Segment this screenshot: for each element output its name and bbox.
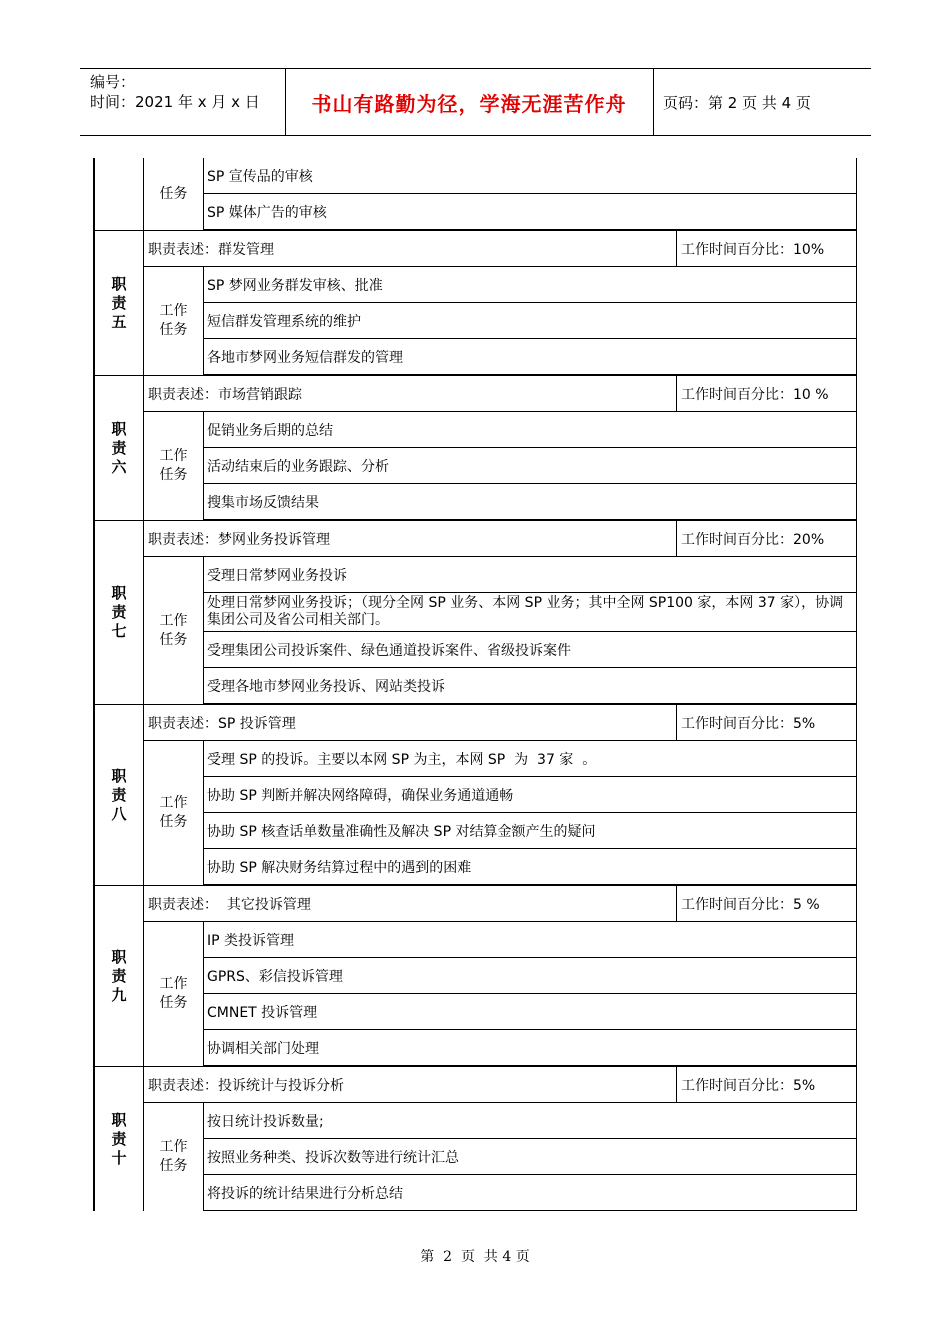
header-divider (653, 68, 654, 136)
duty-description-row (144, 705, 857, 741)
duty-title (95, 886, 143, 1066)
duty-block (95, 231, 857, 376)
duty-description: 职责表述：市场营销跟踪 (148, 386, 302, 403)
duty-block (95, 376, 857, 521)
time-percentage: 工作时间百分比：5% (676, 705, 857, 740)
time-percentage: 工作时间百分比：5 % (676, 886, 857, 921)
task-label-text: 工作任务 (159, 612, 188, 648)
task-item: 受理集团公司投诉案件、绿色通道投诉案件、省级投诉案件 (204, 632, 856, 668)
task-label (144, 741, 203, 885)
duty-description-row (144, 521, 857, 557)
task-label (144, 158, 203, 230)
task-label-text: 任务 (159, 185, 188, 202)
duty-title-text: 职责五 (111, 274, 127, 331)
duty-title-text: 职责六 (111, 419, 127, 476)
duty-title-text: 职责八 (111, 766, 127, 823)
duty-title (95, 231, 143, 375)
task-item: 协调相关部门处理 (204, 1030, 856, 1066)
duty-description-row (144, 231, 857, 267)
duty-table (93, 158, 857, 1211)
task-item: 协助 SP 判断并解决网络障碍，确保业务通道通畅 (204, 777, 856, 813)
task-label (144, 267, 203, 375)
task-item: 搜集市场反馈结果 (204, 484, 856, 520)
duty-title (95, 158, 143, 230)
time-percentage: 工作时间百分比：20% (676, 521, 857, 556)
task-item: 促销业务后期的总结 (204, 412, 856, 448)
task-item: SP 梦网业务群发审核、批准 (204, 267, 856, 303)
task-item: 活动结束后的业务跟踪、分析 (204, 448, 856, 484)
duty-description: 职责表述：群发管理 (148, 241, 274, 258)
time-percentage: 工作时间百分比：5% (676, 1067, 857, 1102)
duty-title-text: 职责七 (111, 584, 127, 640)
task-item: 各地市梦网业务短信群发的管理 (204, 339, 856, 375)
task-item: 受理日常梦网业务投诉 (204, 557, 856, 593)
header-meta (90, 72, 260, 112)
task-label (144, 922, 203, 1066)
duty-block (95, 886, 857, 1067)
task-item: 受理各地市梦网业务投诉、网站类投诉 (204, 668, 856, 704)
duty-title-text: 职责九 (111, 947, 127, 1004)
task-item: 将投诉的统计结果进行分析总结 (204, 1175, 856, 1211)
duty-block (95, 158, 857, 231)
duty-title (95, 376, 143, 520)
duty-description-row (144, 886, 857, 922)
task-item: 协助 SP 解决财务结算过程中的遇到的困难 (204, 849, 856, 885)
document-date: 时间：2021 年 x 月 x 日 (90, 93, 260, 111)
task-item: 受理 SP 的投诉。主要以本网 SP 为主，本网 SP 为 37 家 。 (204, 741, 856, 777)
page-footer: 第 2 页 共 4 页 (420, 1249, 530, 1265)
duty-title (95, 1067, 143, 1211)
document-number: 编号： (90, 73, 136, 91)
task-item: IP 类投诉管理 (204, 922, 856, 958)
task-label-text: 工作任务 (159, 303, 188, 338)
duty-block (95, 705, 857, 886)
duty-description: 职责表述：投诉统计与投诉分析 (148, 1077, 344, 1094)
header-page-info: 页码：第 2 页 共 4 页 (663, 93, 811, 112)
duty-block (95, 1067, 857, 1211)
task-label (144, 412, 203, 520)
duty-title (95, 521, 143, 704)
task-label-text: 工作任务 (159, 1139, 188, 1174)
task-label (144, 1103, 203, 1211)
header-motto: 书山有路勤为径，学海无涯苦作舟 (311, 91, 627, 116)
task-item: SP 宣传品的审核 (204, 158, 856, 194)
task-item: SP 媒体广告的审核 (204, 194, 856, 230)
task-label-text: 工作任务 (159, 976, 188, 1011)
duty-description: 职责表述： 其它投诉管理 (148, 896, 311, 913)
time-percentage: 工作时间百分比：10% (676, 231, 857, 266)
duty-description-row (144, 376, 857, 412)
task-label (144, 557, 203, 704)
task-label-text: 工作任务 (159, 795, 188, 830)
duty-title (95, 705, 143, 885)
task-item: 短信群发管理系统的维护 (204, 303, 856, 339)
task-label-text: 工作任务 (159, 448, 188, 483)
task-item: 按日统计投诉数量; (204, 1103, 856, 1139)
duty-title-text: 职责十 (111, 1110, 127, 1167)
duty-description: 职责表述：梦网业务投诉管理 (148, 531, 330, 548)
task-item: GPRS、彩信投诉管理 (204, 958, 856, 994)
time-percentage: 工作时间百分比：10 % (676, 376, 857, 411)
task-item: 协助 SP 核查话单数量准确性及解决 SP 对结算金额产生的疑问 (204, 813, 856, 849)
duty-description-row (144, 1067, 857, 1103)
task-item: CMNET 投诉管理 (204, 994, 856, 1030)
duty-description: 职责表述：SP 投诉管理 (148, 715, 296, 732)
task-item: 处理日常梦网业务投诉；（现分全网 SP 业务、本网 SP 业务；其中全网 SP100 家，本网 37 家），协调集团公司及省公司相关部门。 (204, 593, 856, 632)
task-item: 按照业务种类、投诉次数等进行统计汇总 (204, 1139, 856, 1175)
duty-block (95, 521, 857, 705)
